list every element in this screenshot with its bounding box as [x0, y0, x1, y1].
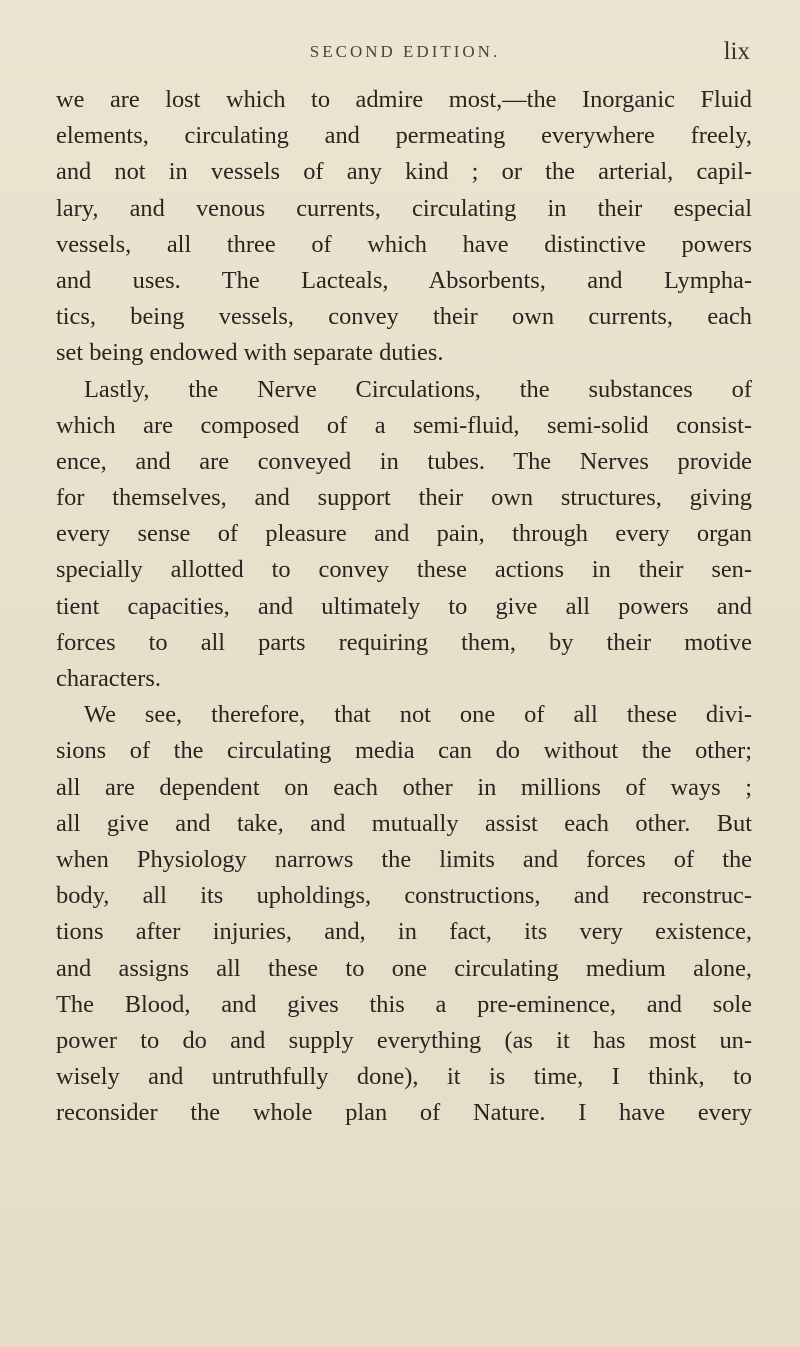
text-line: The Blood, and gives this a pre-eminence, and sole	[56, 990, 752, 1018]
text-line: elements, circulating and permeating everywhere freely,	[56, 122, 752, 150]
text-line: and uses. The Lacteals, Absorbents, and Lympha-	[56, 266, 752, 294]
text-line: characters.	[56, 665, 161, 692]
text-line: power to do and supply everything (as it has most un-	[56, 1026, 752, 1054]
text-line: all give and take, and mutually assist each other. But	[56, 809, 752, 837]
text-line: tient capacities, and ultimately to give all powers and	[56, 592, 752, 620]
page-number: lix	[723, 38, 750, 65]
text-line: ence, and are conveyed in tubes. The Nerves provide	[56, 447, 752, 475]
text-line: specially allotted to convey these actions in their sen-	[56, 556, 752, 584]
text-line: which are composed of a semi-fluid, semi-solid consist-	[56, 411, 752, 439]
text-line: set being endowed with separate duties.	[56, 339, 444, 367]
text-line: we are lost which to admire most,—the Inorganic Fluid	[56, 86, 752, 113]
text-line: body, all its upholdings, constructions, and reconstruc-	[56, 882, 752, 910]
text-line: and not in vessels of any kind ; or the arterial, capil-	[56, 158, 752, 186]
text-line: Lastly, the Nerve Circulations, the substances of	[84, 375, 752, 403]
text-line: vessels, all three of which have distinctive powers	[56, 230, 752, 258]
running-title: SECOND EDITION.	[309, 42, 501, 61]
text-line: tics, being vessels, convey their own currents, each	[56, 303, 752, 331]
text-line: when Physiology narrows the limits and forces of the	[56, 845, 752, 873]
text-line: wisely and untruthfully done), it is time, I think, to	[56, 1063, 752, 1091]
text-line: forces to all parts requiring them, by their motive	[56, 628, 752, 656]
running-head	[60, 38, 750, 68]
text-line: and assigns all these to one circulating medium alone,	[56, 954, 752, 982]
text-line: tions after injuries, and, in fact, its very existence,	[56, 918, 752, 946]
body-text	[56, 82, 752, 1131]
text-line: sions of the circulating media can do without the other;	[56, 737, 752, 765]
text-line: every sense of pleasure and pain, through every organ	[56, 520, 752, 548]
text-line: We see, therefore, that not one of all these divi-	[84, 701, 752, 729]
text-line: lary, and venous currents, circulating in their especial	[56, 194, 752, 222]
text-line: all are dependent on each other in millions of ways ;	[56, 773, 752, 801]
text-line: for themselves, and support their own structures, giving	[56, 484, 752, 512]
text-line: reconsider the whole plan of Nature. I have every	[56, 1099, 752, 1127]
